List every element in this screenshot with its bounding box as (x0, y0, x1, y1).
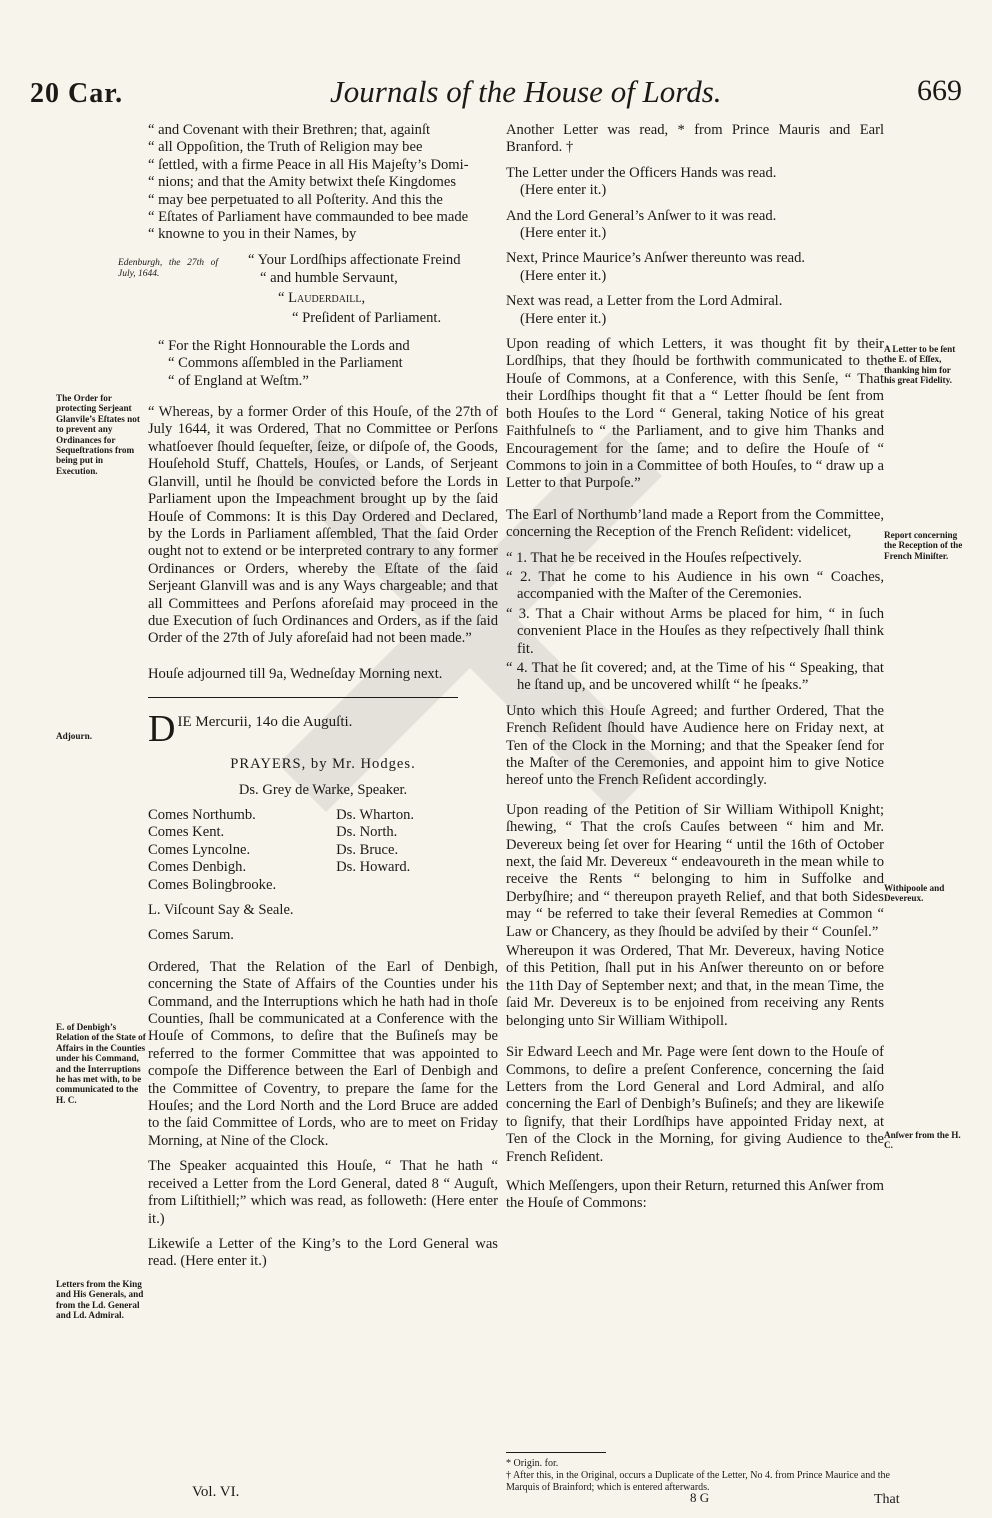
footnote-rule (506, 1452, 606, 1453)
lord-entry: Comes Northumb. (148, 806, 256, 823)
entry-note: (Here enter it.) (520, 310, 607, 327)
margin-note-denbigh: E. of Denbigh’s Relation of the State of Affairs in the Counties under his Command, and the Interruptions he has met with, to be communicated to the H. C. (56, 1022, 146, 1105)
letter-end (148, 122, 498, 244)
right-column (506, 122, 884, 1221)
general-answer (506, 208, 884, 243)
maurice-answer (506, 250, 884, 285)
entry-text: Next was read, a Letter from the Lord Admiral. (506, 293, 783, 310)
header-regnal-year: 20 Car. (30, 78, 124, 109)
day-heading (148, 708, 498, 751)
reception-report: The Earl of Northumb’land made a Report from the Committee, concerning the Reception of the French Reſident: videlicet, (506, 506, 884, 541)
lord-entry: Ds. Wharton. (336, 806, 415, 823)
page-number: 669 (917, 74, 962, 107)
letter-date: Edenburgh, the 27th of July, 1644. (118, 257, 218, 279)
denbigh-order: Ordered, That the Relation of the Earl of Denbigh, concerning the State of Affairs of the Counties under his Command, and the Interruptions which he hath had in thoſe Counties, ſhall be communicated at a Conference with the Houſe of Commons, to deſire that the Buſineſs may be referred to the former Committee that was appointed to compoſe the Difference between the Earl of Denbigh and the Committee of Coventry, to prepare the ſame for the Houſes; and the Lord North and the Lord Bruce are added to the ſaid Committee of Lords, who are to meet on Friday Morning, at Nine of the Clock. (148, 958, 498, 1149)
footnotes (506, 1458, 906, 1494)
lord-entry: Ds. Bruce. (336, 841, 399, 858)
volume-label: Vol. VI. (192, 1484, 240, 1500)
entry-note: (Here enter it.) (520, 225, 607, 242)
letter-line: “ nions; and that the Amity betwixt theſe Kingdomes (148, 174, 457, 191)
closing-line: “ Your Lordſhips affectionate Freind (248, 251, 461, 268)
address-line: “ For the Right Honnourable the Lords and (158, 337, 410, 354)
letter-closing (118, 251, 498, 328)
lords-column-comes (148, 807, 276, 894)
margin-note-report: Report concerning the Reception of the French Miniſter. (884, 530, 963, 561)
entry-note: (Here enter it.) (520, 267, 607, 284)
letter-line: “ may bee perpetuated to all Poſterity. And this the (148, 191, 443, 208)
commons-answer-intro: Which Meſſengers, upon their Return, returned this Anſwer from the Houſe of Commons: (506, 1177, 884, 1212)
letter-line: “ all Oppoſition, the Truth of Religion may bee (148, 139, 423, 156)
reception-item: “ 2. That he come to his Audience in his own “ Coaches, accompanied with the Maſter of the Ceremonies. (506, 568, 884, 603)
devereux-order: Whereupon it was Ordered, That Mr. Devereux, having Notice of this Petition, ſhall put in his Anſwer thereunto on or before the 11th Day of September next; and that, in the mean Time, the ſaid Mr. Devereux is to be enjoined from receiving any Rents belonging unto Sir William Withipoll. (506, 943, 884, 1029)
essex-letter-order: Upon reading of which Letters, it was thought fit by their Lordſhips, that they ſhould be forthwith communicated to the Houſe of Commons, at a Conference, with this Senſe, “ That their Lordſhips thought fit that a “ Letter ſhould be ſent from both Houſes to the Lord “ General, taking Notice of his great Faithfulneſs to “ the Parliament, and to give him Thanks and Encouragement for the ſame; and to deſire the Houſe of “ Commons to join in a Committee of both Houſes, to “ draw up a Letter to that Purpoſe.” (506, 336, 884, 492)
signature-mark: 8 G (690, 1490, 710, 1505)
reception-item: “ 4. That he ſit covered; and, at the Time of his “ Speaking, that he ſtand up, and be uncovered whilſt “ he ſpeaks.” (506, 659, 884, 694)
lords-column-ds (336, 807, 414, 894)
lord-entry: Comes Denbigh. (148, 859, 247, 876)
lord-entry: Ds. Howard. (336, 859, 411, 876)
adjourn-note: Houſe adjourned till 9a, Wedneſday Morning next. (148, 665, 443, 682)
admiral-letter (506, 293, 884, 328)
lord-entry: Ds. North. (336, 824, 398, 841)
entry-text: Next, Prince Maurice’s Anſwer thereunto was read. (506, 250, 806, 267)
reception-item: “ 3. That a Chair without Arms be placed for him, “ in ſuch convenient Place in the Houſes as they reſpectively ſhall think fit. (506, 605, 884, 657)
letter-address (148, 338, 498, 390)
messengers-sent: Sir Edward Leech and Mr. Page were ſent down to the Houſe of Commons, to deſire a preſent Conference, concerning the ſaid Letters from the Lord General and Lord Admiral, and alſo concerning the Earl of Denbigh’s Buſineſs; and they are likewiſe to ſignify, that their Lordſhips have appointed Friday next, at Ten of the Clock in the Morning, for giving Audience to the French Reſident. (506, 1044, 884, 1165)
lord-entry: Comes Lyncolne. (148, 841, 251, 858)
lord-entry: Comes Kent. (148, 824, 225, 841)
closing-line: “ Preſident of Parliament. (292, 309, 442, 326)
address-line: “ of England at Weſtm.” (168, 372, 309, 389)
audience-order: Unto which this Houſe Agreed; and further Ordered, That the French Reſident ſhould have Audience here on Friday next, at Ten of the Clock in the Morning; and that the Speaker ſend for the Maſter of the Ceremonies, and appoint him to give Notice hereof unto the French Reſident accordingly. (506, 702, 884, 789)
prayers-line: PRAYERS, by Mr. Hodges. (230, 756, 416, 773)
entry-text: And the Lord General’s Anſwer to it was read. (506, 207, 777, 224)
glanvill-order: “ Whereas, by a former Order of this Houſe, of the 27th of July 1644, it was Ordered, That no Committee or Perſons whatſoever ſhould ſequeſter, ſeize, or diſpoſe of, the Goods, Houſehold Stuff, Chattels, Houſes, or Lands, of Serjeant Glanvill, until he ſhould be convicted before the Lords in Parliament upon the Impeachment brought up by the ſaid Houſe of Commons: It is this Day Ordered and Declared, by the Lords in Parliament aſſembled, That the ſaid Order ought not to extend or be interpreted contrary to any former Ordinances or Orders, whereby the Eſtate of the ſaid Serjeant Glanvill was and is any Ways chargeable; and that all Committees and Perſons aforeſaid may proceed in the due Execution of ſuch Ordinances and Orders, as if the ſaid Order of the 27th of July aforeſaid had not been made.” (148, 404, 498, 647)
entry-text: The Letter under the Officers Hands was read. (506, 164, 777, 181)
drop-cap: D (148, 708, 176, 751)
letter-line: “ Eſtates of Parliament have commaunded to bee made (148, 209, 469, 226)
letter-line: “ ſettled, with a firme Peace in all His Majeſty’s Domi- (148, 156, 469, 173)
lords-present (148, 807, 498, 894)
officers-letter (506, 165, 884, 200)
margin-note-order: The Order for protecting Serjeant Glanvile’s Eſtates not to prevent any Ordinances for Sequeſtrations from being put in Execution. (56, 393, 140, 476)
margin-note-letters: Letters from the King and His Generals, and from the Ld. General and Ld. Admiral. (56, 1279, 144, 1321)
day-heading-text: IE Mercurii, 14o die Auguſti. (177, 714, 353, 731)
lord-entry: Comes Bolingbrooke. (148, 876, 277, 893)
footnote: * Origin. for. (506, 1458, 559, 1469)
margin-note-adjourn: Adjourn. (56, 731, 92, 741)
lord-entry: Comes Sarum. (148, 927, 234, 944)
letter-line: “ and Covenant with their Brethren; that, againſt (148, 122, 431, 138)
entry-note: (Here enter it.) (520, 182, 607, 199)
speaker-letter: The Speaker acquainted this Houſe, “ That he hath “ received a Letter from the Lord General, dated 8 “ Auguſt, from Liſtithiell;” which was read, as followeth: (Here enter it.) (148, 1158, 498, 1227)
king-letter: Likewiſe a Letter of the King’s to the Lord General was read. (Here enter it.) (148, 1235, 498, 1270)
margin-note-answer: Anſwer from the H. C. (884, 1130, 961, 1151)
margin-note-essex: A Letter to be ſent the E. of Eſſex, thanking him for his great Fidelity. (884, 344, 956, 386)
section-divider (148, 697, 458, 698)
footnote: † After this, in the Original, occurs a Duplicate of the Letter, No 4. from Prince Maurice and the Marquis of Brainford; which is entered afterwards. (506, 1470, 890, 1493)
letter-line: “ knowne to you in their Names, by (148, 226, 357, 243)
withipoll-petition: Upon reading of the Petition of Sir William Withipoll Knight; ſhewing, “ That the croſs Cauſes between “ him and Mr. Devereux being ſet over for Hearing “ until the 16th of October next, the ſaid Mr. Devereux “ endeavoureth in the mean while to receive the Rents “ belonging to him in Suffolke and Derbyſhire; and “ thereupon prayeth Relief, and that both Sides may “ be referred to take their ſeveral Remedies at Common “ Law or Chancery, as they ſhould be adviſed by their “ Counſel.” (506, 801, 884, 940)
address-line: “ Commons aſſembled in the Parliament (168, 355, 403, 372)
signatory: “ Lauderdaill, (278, 289, 366, 306)
catchword: That (874, 1492, 900, 1507)
left-column (118, 122, 498, 1279)
header-title: Journals of the House of Lords. (330, 74, 722, 109)
speaker-line: Ds. Grey de Warke, Speaker. (238, 781, 408, 798)
prince-letter: Another Letter was read, * from Prince Mauris and Earl Branford. † (506, 122, 884, 156)
margin-note-withipoole: Withipoole and Devereux. (884, 883, 945, 904)
reception-item: “ 1. That he be received in the Houſes reſpectively. (506, 549, 802, 566)
closing-line: “ and humble Servaunt, (260, 269, 398, 286)
lord-entry: L. Viſcount Say & Seale. (148, 902, 294, 918)
